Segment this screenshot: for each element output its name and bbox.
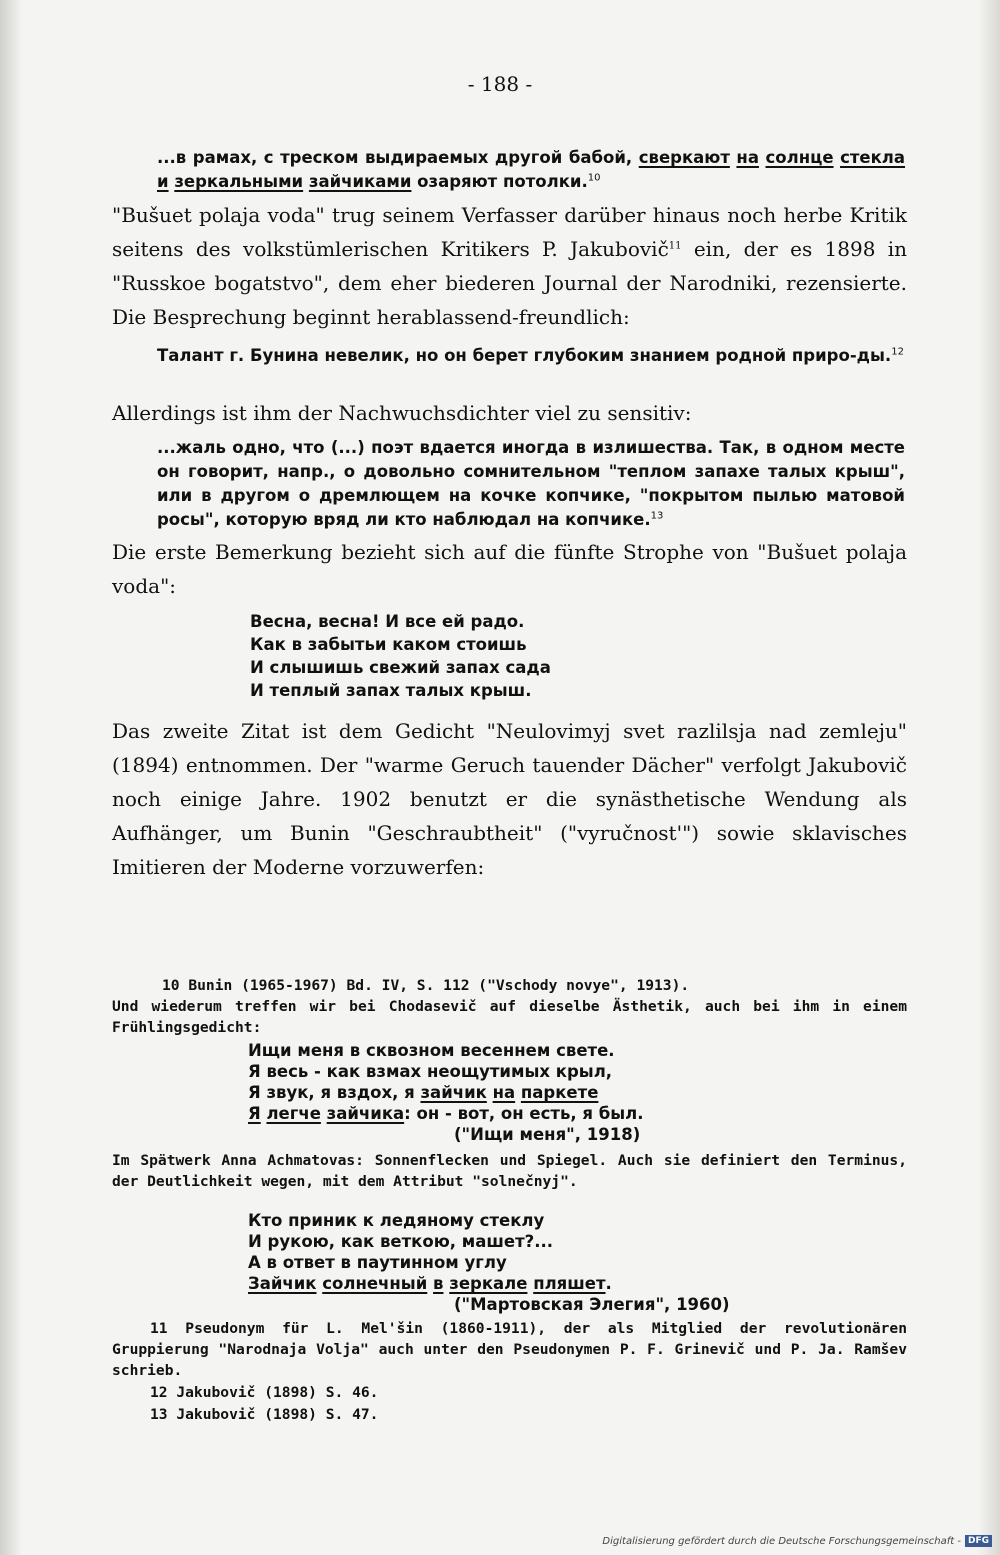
poem-bunin [250,610,551,702]
footnote-10-body: Und wiederum treffen wir bei Chodasevič auf dieselbe Ästhetik, auch bei ihm in einem Frühlingsgedicht: [112,998,907,1036]
footnote-10-head: 10 Bunin (1965-1967) Bd. IV, S. 112 ("Vschody novye", 1913). [162,977,690,994]
funding-footer [602,1535,992,1547]
footnote-13: 13 Jakubovič (1898) S. 47. [150,1406,379,1423]
poem-line: Ищи меня в сквозном весеннем свете. [248,1041,615,1060]
footnote-10-continued: Im Spätwerk Anna Achmatovas: Sonnenflecken und Spiegel. Auch sie definiert den Terminus, der Deutlichkeit wegen, mit dem Attribut "solnečnyj". [112,1152,907,1190]
poem-line: Весна, весна! И все ей радо. [250,612,525,631]
poem-line: Кто приник к ледяному стеклу [248,1211,545,1230]
quote-block-2: Талант г. Бунина невелик, но он берет глубоким знанием родной приро-ды.$^{12}$ [157,346,904,365]
quote-block-1: ...в рамах, с треском выдираемых другой бабой, сверкают на солнце стекла и зеркальными зайчиками озаряют потолки.$^{10}$ [157,148,906,191]
footnote-11: 11 Pseudonym für L. Mel'šin (1860-1911), der als Mitglied der revolutionären Gruppierung "Narodnaja Volja" auch unter den Pseudonymen P. F. Grinevič und P. Ja. Ramšev schrieb. [112,1320,907,1379]
poem-line: Я звук, я вздох, я зайчик на паркете [248,1083,599,1102]
poem-line: Как в забытьи каком стоишь [250,635,527,654]
poem-line: И теплый запах талых крыш. [250,681,532,700]
poem-line: Зайчик солнечный в зеркале пляшет. [248,1274,612,1293]
poem-achmatova [248,1210,730,1315]
paragraph-2: Allerdings ist ihm der Nachwuchsdichter viel zu sensitiv: [112,401,692,425]
paragraph-1: "Bušuet polaja voda" trug seinem Verfasser darüber hinaus noch herbe Kritik seitens des volkstümlerischen Kritikers P. Jakubovič$^{11}$ ein, der es 1898 in "Russkoe bogatstvo", dem eher biederen Journal der Narodniki, rezensierte. Die Besprechung beginnt herablassend-freundlich: [112,203,908,329]
poem-line: А в ответ в паутинном углу [248,1253,507,1272]
poem-line: И рукою, как веткою, машет?... [248,1232,554,1251]
paragraph-3: Die erste Bemerkung bezieht sich auf die fünfte Strophe von "Bušuet polaja voda": [112,540,907,598]
footnote-ref-10: 10 [587,172,601,184]
page-edge-left [0,0,22,1555]
footnote-12: 12 Jakubovič (1898) S. 46. [150,1384,379,1401]
poem-line: Я весь - как взмах неощутимых крыл, [248,1062,613,1081]
paragraph-4: Das zweite Zitat ist dem Gedicht "Neulovimyj svet razlilsja nad zemleju" (1894) entnommen. Der "warme Geruch tauender Dächer" verfolgt Jakubovič noch einige Jahre. 1902 benutzt er die synästhetische Wendung als Aufhänger, um Bunin "Geschraubtheit" ("vyručnost'") sowie sklavisches Imitieren der Moderne vorzuwerfen: [112,719,907,879]
page-edge-right [978,0,1000,1555]
footnote-ref-13: 13 [650,510,664,522]
poem-line: Я легче зайчика: он - вот, он есть, я был. [248,1104,644,1123]
dfg-logo: DFG [965,1535,992,1547]
poem-chodasevic [248,1040,644,1145]
page-number: - 188 - [467,72,533,96]
footnote-ref-12: 12 [891,346,904,358]
poem-source: ("Мартовская Элегия", 1960) [454,1295,730,1314]
footnote-10 [112,975,907,1038]
quote-block-3: ...жаль одно, что (...) поэт вдается иногда в излишества. Так, в одном месте он говорит, напр., о довольно сомнительном "теплом запахе талых крыш", или в другом о дремлющем на кочке копчике, "покрытом пылью матовой росы", которую вряд ли кто наблюдал на копчике.$^{13}$ [157,438,905,529]
footnote-ref-11: 11 [668,240,682,252]
poem-source: ("Ищи меня", 1918) [454,1125,641,1144]
footer-text: Digitalisierung gefördert durch die Deutsche Forschungsgemeinschaft - [602,1535,961,1547]
poem-line: И слышишь свежий запах сада [250,658,551,677]
